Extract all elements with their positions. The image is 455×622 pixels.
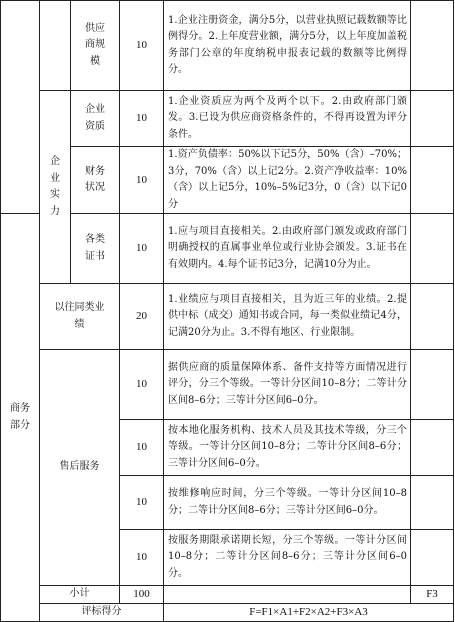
enterprise-strength-cell bbox=[40, 91, 71, 284]
after-sales-label: 售后服务 bbox=[59, 461, 100, 473]
table-row bbox=[1, 350, 454, 420]
score-cell: 10 bbox=[120, 1, 164, 91]
criteria-cell: 1.应与项目直接相关。2.由政府部门颁发或政府部门明确授权的直属事业单位或行业协会颁发。3.证书在有效期内。4.每个证书记3分，记满10分为止。 bbox=[164, 214, 411, 284]
subcategory-label: 供应商规模 bbox=[85, 22, 105, 67]
score-cell: 10 bbox=[120, 476, 164, 530]
subtotal-score-cell: 100 bbox=[120, 586, 164, 604]
criteria-cell: 据供应商的质量保障体系、备件支持等方面情况进行评分，分三个等级。一等计分区间10–8分；二等计分区间8–6分；三等计分区间6–0分。 bbox=[164, 350, 411, 420]
score-cell: 10 bbox=[120, 214, 164, 284]
subtotal-empty-cell bbox=[164, 586, 411, 604]
result-cell bbox=[411, 1, 454, 91]
past-performance-label: 以往同类业绩 bbox=[54, 302, 105, 330]
result-cell bbox=[411, 530, 454, 586]
score-cell: 10 bbox=[120, 147, 164, 214]
criteria-cell: 1.企业注册资金，满分5分，以营业执照记载数额等比例得分。2.上年度营业额，满分5分，以上年度加盖税务部门公章的年度纳税申报表记载的数额等比例得分。 bbox=[164, 1, 411, 91]
result-cell bbox=[411, 350, 454, 420]
subcategory-cell bbox=[71, 147, 120, 214]
criteria-cell: 1.企业资质应为两个及两个以下。2.由政府部门颁发。3.已设为供应商资格条件的，不得再设置为评分条件。 bbox=[164, 91, 411, 147]
evaluation-formula-cell: F=F1×A1+F2×A2+F3×A3 bbox=[164, 604, 454, 622]
subtotal-row bbox=[1, 586, 454, 604]
score-cell: 10 bbox=[120, 530, 164, 586]
business-section-cell bbox=[1, 214, 40, 622]
result-cell bbox=[411, 284, 454, 350]
criteria-cell: 按维修响应时间，分三个等级。一等计分区间10–8分；二等计分区间8–6分；三等计分区间6–0分。 bbox=[164, 476, 411, 530]
subtotal-result-cell: F3 bbox=[411, 586, 454, 604]
score-cell: 10 bbox=[120, 420, 164, 476]
score-cell: 10 bbox=[120, 350, 164, 420]
subcategory-label: 企业资质 bbox=[85, 104, 105, 132]
evaluation-label-cell: 评标得分 bbox=[40, 604, 164, 622]
subcategory-cell bbox=[71, 214, 120, 284]
enterprise-strength-label: 企业实力 bbox=[50, 156, 60, 217]
result-cell bbox=[411, 147, 454, 214]
table-row bbox=[1, 91, 454, 147]
table-row bbox=[1, 284, 454, 350]
score-cell: 10 bbox=[120, 91, 164, 147]
criteria-cell: 1.业绩应与项目直接相关，且为近三年的业绩。2.提供中标（成交）通知书或合同，每一类似业绩记4分，记满20分为止。3.不得有地区、行业限制。 bbox=[164, 284, 411, 350]
criteria-cell: 1.资产负债率：50%以下记5分，50%（含）–70%；3分，70%（含）以上记2分。2.资产净收益率：10%（含）以上记5分，10%–5%记3分，0（含）以下记0分 bbox=[164, 147, 411, 214]
criteria-cell: 按服务期限承诺期长短，分三个等级。一等计分区间10–8分；二等计分区间8–6分；三等计分区间6–0分。 bbox=[164, 530, 411, 586]
after-sales-cell bbox=[40, 350, 120, 586]
table-row bbox=[1, 1, 454, 91]
result-cell bbox=[411, 91, 454, 147]
business-section-label: 商务部分 bbox=[10, 403, 30, 431]
score-cell: 20 bbox=[120, 284, 164, 350]
evaluation-row bbox=[1, 604, 454, 622]
subcategory-label: 各类证书 bbox=[85, 234, 105, 262]
left-margin-cell-top bbox=[1, 1, 40, 214]
result-cell bbox=[411, 214, 454, 284]
subcategory-cell bbox=[71, 91, 120, 147]
past-performance-cell bbox=[40, 284, 120, 350]
criteria-cell: 按本地化服务机构、技术人员及其技术等级，分三个等级。一等计分区间10–8分；二等计分区间8–6分；三等计分区间6–0分。 bbox=[164, 420, 411, 476]
result-cell bbox=[411, 420, 454, 476]
subcategory-cell bbox=[71, 1, 120, 91]
subtotal-label-cell: 小计 bbox=[40, 586, 120, 604]
result-cell bbox=[411, 476, 454, 530]
enterprise-top-cell bbox=[40, 1, 71, 91]
subcategory-label: 财务状况 bbox=[85, 165, 105, 193]
